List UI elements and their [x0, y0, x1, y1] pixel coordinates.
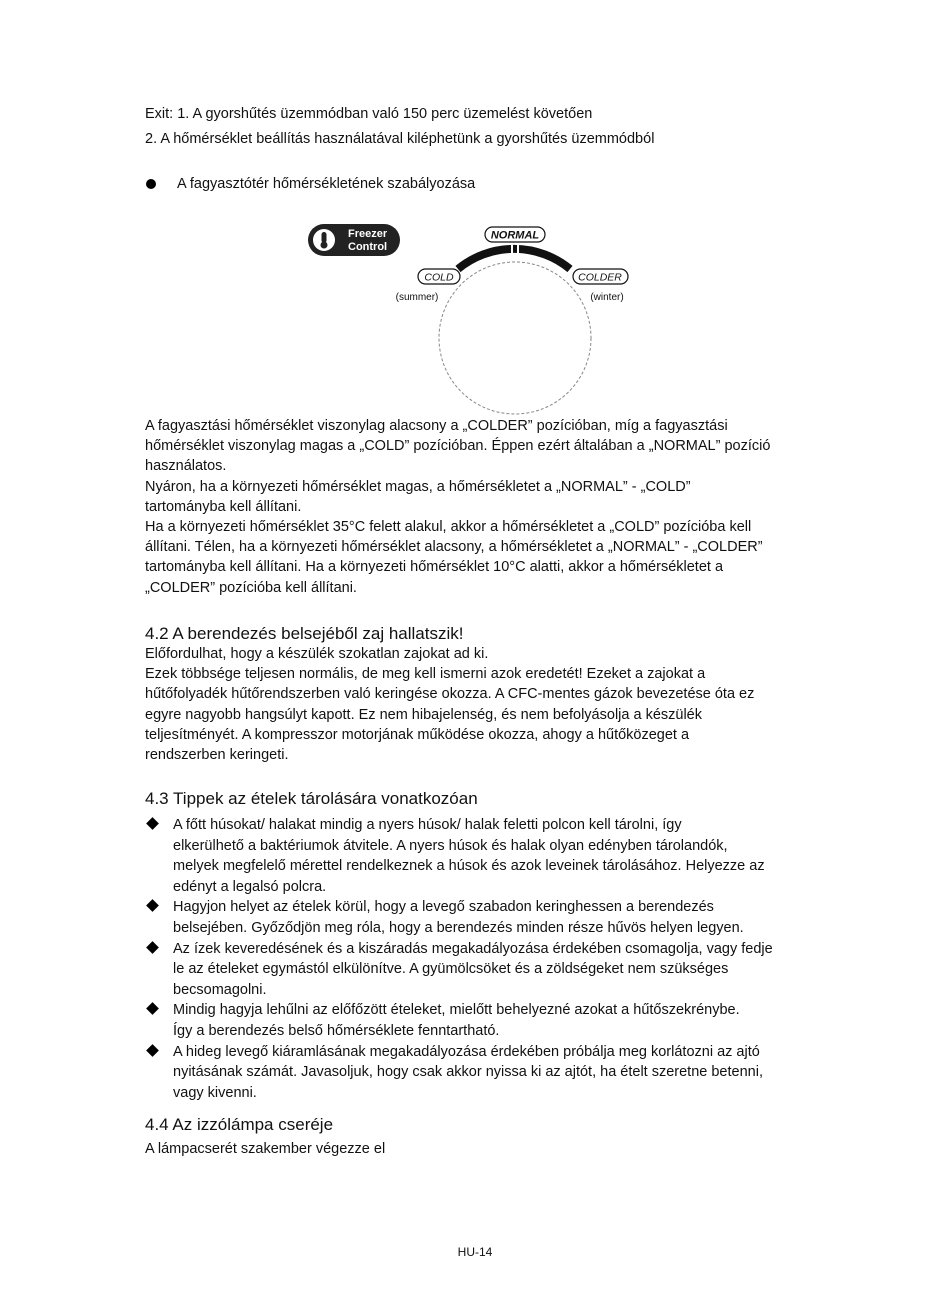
colder-label: COLDER	[578, 271, 622, 284]
intro-line: használatos.	[145, 458, 227, 475]
badge-line-2: Control	[348, 241, 388, 253]
list-item: Mindig hagyja lehűlni az előfőzött ételeket, mielőtt behelyezné azokat a hűtőszekrénybe. Így a berendezés belső hőmérséklete fenntartható.	[145, 1000, 825, 1041]
intro-line: Nyáron, ha a környezeti hőmérséklet magas, a hőmérsékletet a „NORMAL” - „COLD”	[145, 478, 691, 495]
section-43-heading: 4.3 Tippek az ételek tárolására vonatkozóan	[145, 789, 478, 808]
badge-line-1: Freezer	[348, 228, 388, 240]
list-item: A hideg levegő kiáramlásának megakadályozása érdekében próbálja meg korlátozni az ajtó nyitásának számát. Javasoljuk, hogy csak akkor nyissa ki az ajtót, ha ételt szeretne betenni, vagy kivenni.	[145, 1042, 825, 1104]
freezer-control-badge	[308, 224, 400, 256]
winter-label: (winter)	[590, 292, 624, 303]
cold-label: COLD	[424, 271, 454, 284]
diamond-bullet-icon	[146, 941, 159, 954]
section-42-line: Előfordulhat, hogy a készülék szokatlan zajokat ad ki.	[145, 646, 489, 662]
list-item: Az ízek keveredésének és a kiszáradás megakadályozása érdekében csomagolja, vagy fedje le az ételeket egymástól elkülönítve. A gyümölcsöket és a zöldségeket nem szükséges becsomagolni.	[145, 939, 825, 1001]
temperature-arc	[458, 249, 570, 269]
bullet-dot	[146, 179, 156, 189]
freezer-control-dial	[300, 218, 640, 423]
freezer-intro-paragraph	[145, 416, 805, 598]
section-44-text: A lámpacserét szakember végezze el	[145, 1141, 386, 1157]
freezer-control-bullet: A fagyasztótér hőmérsékletének szabályozása	[177, 176, 476, 192]
section-44-heading: 4.4 Az izzólámpa cseréje	[145, 1115, 334, 1134]
section-42-line: egyre nagyobb hangsúlyt kapott. Ez nem hibajelenség, és nem befolyásolja a készülék	[145, 706, 702, 723]
section-42-line: Ezek többsége teljesen normális, de meg kell ismerni azok eredetét! Ezeket a zajokat a	[145, 666, 706, 683]
intro-line: A fagyasztási hőmérséklet viszonylag alacsony a „COLDER” pozícióban, míg a fagyasztási	[145, 418, 728, 434]
diamond-bullet-icon	[146, 1002, 159, 1015]
section-42-line: hűtőfolyadék hűtőrendszerben való keringése okozza. A CFC-mentes gázok bevezetése óta ez	[145, 686, 755, 703]
section-42-line: rendszerben keringeti.	[145, 747, 289, 764]
diamond-bullet-icon	[146, 900, 159, 913]
thermometer-icon	[322, 232, 327, 243]
diamond-bullet-icon	[146, 1044, 159, 1057]
intro-line: állítani. Télen, ha a környezeti hőmérséklet alacsony, a hőmérsékletet a „NORMAL” - „COLDER”	[145, 539, 763, 556]
diamond-bullet-icon	[146, 817, 159, 830]
normal-label: NORMAL	[490, 229, 540, 242]
dial-circle	[439, 262, 591, 414]
list-item: A főtt húsokat/ halakat mindig a nyers húsok/ halak feletti polcon kell tárolni, így elkerülhető a baktériumok átvitele. A nyers húsok és halak olyan edényben tárolandók, melyek megfelelő mérettel rendelkeznek a húsok és azok leveinek tárolásához. Helyezze az edényt a legalsó polcra.	[145, 815, 825, 897]
list-item: Hagyjon helyet az ételek körül, hogy a levegő szabadon keringhessen a berendezés belsejében. Győződjön meg róla, hogy a berendezés minden része hűvös helyen legyen.	[145, 897, 825, 938]
intro-line: Ha a környezeti hőmérséklet 35°C felett alakul, akkor a hőmérsékletet a „COLD” pozícióba kell	[145, 519, 752, 536]
section-42-heading: 4.2 A berendezés belsejéből zaj hallatszik!	[145, 624, 464, 643]
intro-line: tartományba kell állítani.	[145, 498, 302, 515]
intro-line: „COLDER” pozícióba kell állítani.	[145, 579, 357, 596]
summer-label: (summer)	[395, 292, 439, 303]
exit-line-1: Exit: 1. A gyorshűtés üzemmódban való 150 perc üzemelést követően	[145, 106, 593, 122]
intro-line: tartományba kell állítani. Ha a környezeti hőmérséklet 10°C alatti, akkor a hőmérsékletet a	[145, 559, 724, 576]
tips-list	[145, 815, 825, 1103]
page-number: HU-14	[457, 1245, 493, 1259]
section-42-line: teljesítményét. A kompresszor motorjának működése okozza, ahogy a hűtőközeget a	[145, 726, 690, 743]
intro-line: hőmérséklet viszonylag magas a „COLD” pozícióban. Éppen ezért általában a „NORMAL” pozíció	[145, 438, 771, 455]
exit-line-2: 2. A hőmérséklet beállítás használatával kiléphetünk a gyorshűtés üzemmódból	[145, 131, 655, 147]
section-42-paragraph	[145, 644, 805, 765]
